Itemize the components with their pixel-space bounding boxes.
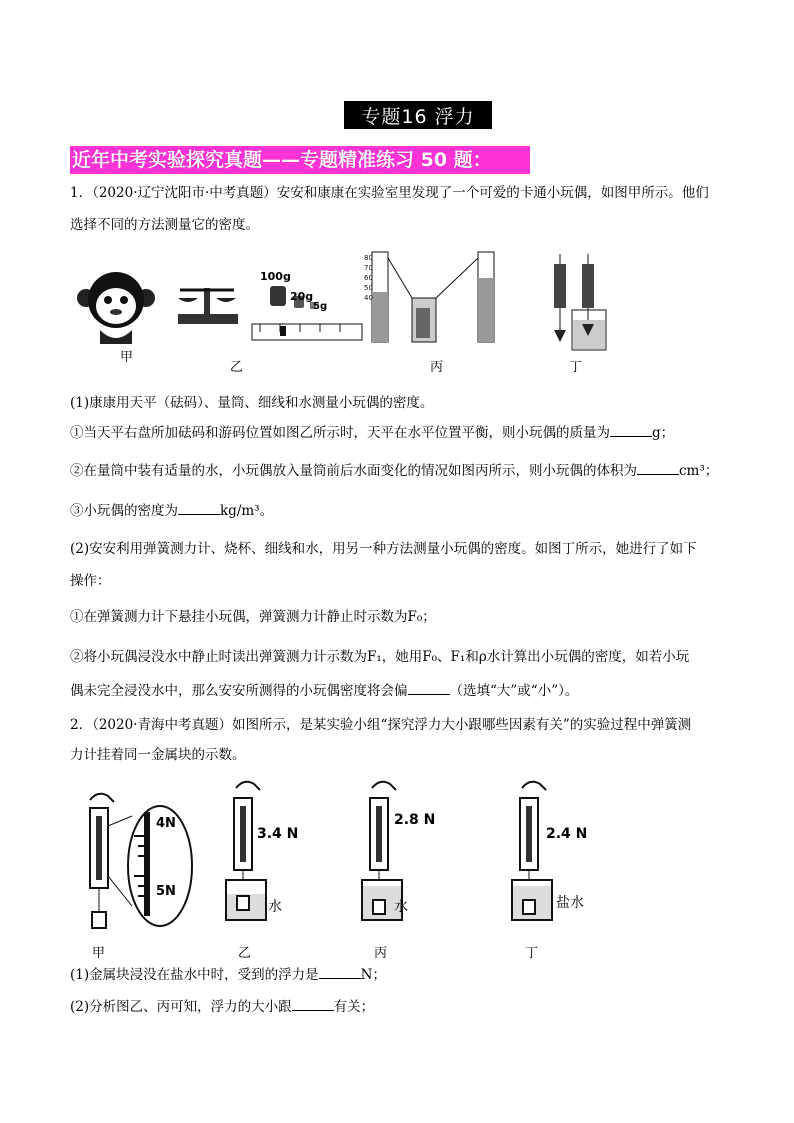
reading-bing: 2.8 N <box>394 812 436 828</box>
reading-yi: 3.4 N <box>257 826 299 842</box>
q1-item1-text: ①当天平右盘所加砝码和游码位置如图乙所示时，天平在水平位置平衡，则小玩偶的质量为 <box>70 425 610 441</box>
liquid-bing: 水 <box>394 899 408 915</box>
q1-item1-unit: g； <box>652 425 675 441</box>
reading-ding: 2.4 N <box>546 826 588 842</box>
q2-label-ding: 丁 <box>525 946 539 961</box>
q1-part2-line1: (2)安安利用弹簧测力计、烧杯、细线和水，用另一种方法测量小玩偶的密度。如图丁所示，她进行了如下 <box>70 541 697 557</box>
answer-blank[interactable] <box>610 422 652 437</box>
q1-label-yi: 乙 <box>230 360 244 375</box>
q1-stem-line1: 1．（2020·辽宁沈阳市·中考真题）安安和康康在实验室里发现了一个可爱的卡通小玩偶，如图甲所示。他们 <box>70 185 709 201</box>
q2-part1-unit: N； <box>360 967 386 983</box>
q2-figure-jia <box>84 786 194 934</box>
q1-item2-text: ②在量筒中装有适量的水，小玩偶放入量筒前后水面变化的情况如图丙所示，则小玩偶的体积为 <box>70 463 637 479</box>
answer-blank[interactable] <box>178 500 220 515</box>
liquid-ding: 盐水 <box>556 895 584 911</box>
svg-text:80: 80 <box>364 254 373 262</box>
q2-part1 <box>70 962 730 988</box>
q1-label-bing: 丙 <box>430 360 444 375</box>
weight-label-5g: 5g <box>313 301 328 312</box>
q1-part2-line2: 操作： <box>70 573 111 589</box>
q2-stem-line2: 力计挂着同一金属块的示数。 <box>70 747 246 763</box>
svg-text:70: 70 <box>364 264 373 272</box>
q1-item1 <box>70 420 730 446</box>
q1-item2 <box>70 458 730 484</box>
page-title: 专题16 浮力 <box>344 101 492 129</box>
answer-blank[interactable] <box>319 964 361 979</box>
q1-item4: ①在弹簧测力计下悬挂小玩偶，弹簧测力计静止时示数为F₀； <box>70 609 436 625</box>
q1-item3-unit: kg/m³。 <box>220 503 274 519</box>
q1-figure-spring-scale <box>548 250 648 354</box>
svg-text:60: 60 <box>364 274 373 282</box>
q1-item5-line2 <box>70 678 730 704</box>
q2-part2 <box>70 994 730 1020</box>
scale-label-4n: 4N <box>156 816 176 831</box>
answer-blank[interactable] <box>408 680 450 695</box>
q1-label-ding: 丁 <box>569 360 583 375</box>
q1-figure-monkey <box>76 268 156 358</box>
q1-label-jia: 甲 <box>120 350 134 365</box>
q1-item3-text: ③小玩偶的密度为 <box>70 503 178 519</box>
q1-item2-unit: cm³； <box>679 463 719 479</box>
weight-label-20g: 20g <box>290 290 314 303</box>
q1-stem-line2: 选择不同的方法测量它的密度。 <box>70 217 259 233</box>
section-banner: 近年中考实验探究真题——专题精准练习 50 题： <box>70 146 530 174</box>
svg-text:50: 50 <box>364 284 373 292</box>
q2-stem-line1: 2．（2020·青海中考真题）如图所示，是某实验小组“探究浮力大小跟哪些因素有关”的实验过程中弹簧测 <box>70 717 692 733</box>
weight-label-100g: 100g <box>260 270 291 283</box>
answer-blank[interactable] <box>637 460 679 475</box>
svg-text:40: 40 <box>364 294 373 302</box>
q2-label-bing: 丙 <box>374 946 388 961</box>
q2-label-yi: 乙 <box>238 946 252 961</box>
q1-item3 <box>70 498 730 524</box>
answer-blank[interactable] <box>292 996 334 1011</box>
q1-item5-hint: （选填“大”或“小”）。 <box>449 683 579 699</box>
q2-part2-text: (2)分析图乙、丙可知，浮力的大小跟 <box>70 999 292 1015</box>
q2-label-jia: 甲 <box>92 946 106 961</box>
q2-part1-text: (1)金属块浸没在盐水中时，受到的浮力是 <box>70 967 319 983</box>
q1-figure-cylinders <box>366 248 506 348</box>
q1-item5-text: 偶未完全浸没水中，那么安安所测得的小玩偶密度将会偏 <box>70 683 408 699</box>
q2-part2-tail: 有关； <box>333 999 375 1015</box>
scale-label-5n: 5N <box>156 884 176 899</box>
liquid-yi: 水 <box>268 899 282 915</box>
q2-figure-bing <box>360 776 420 926</box>
q1-item5-line1: ②将小玩偶浸没水中静止时读出弹簧测力计示数为F₁，她用F₀、F₁和ρ水计算出小玩偶的密度，如若小玩 <box>70 649 690 665</box>
q1-part1: (1)康康用天平（砝码）、量筒、细线和水测量小玩偶的密度。 <box>70 395 434 411</box>
